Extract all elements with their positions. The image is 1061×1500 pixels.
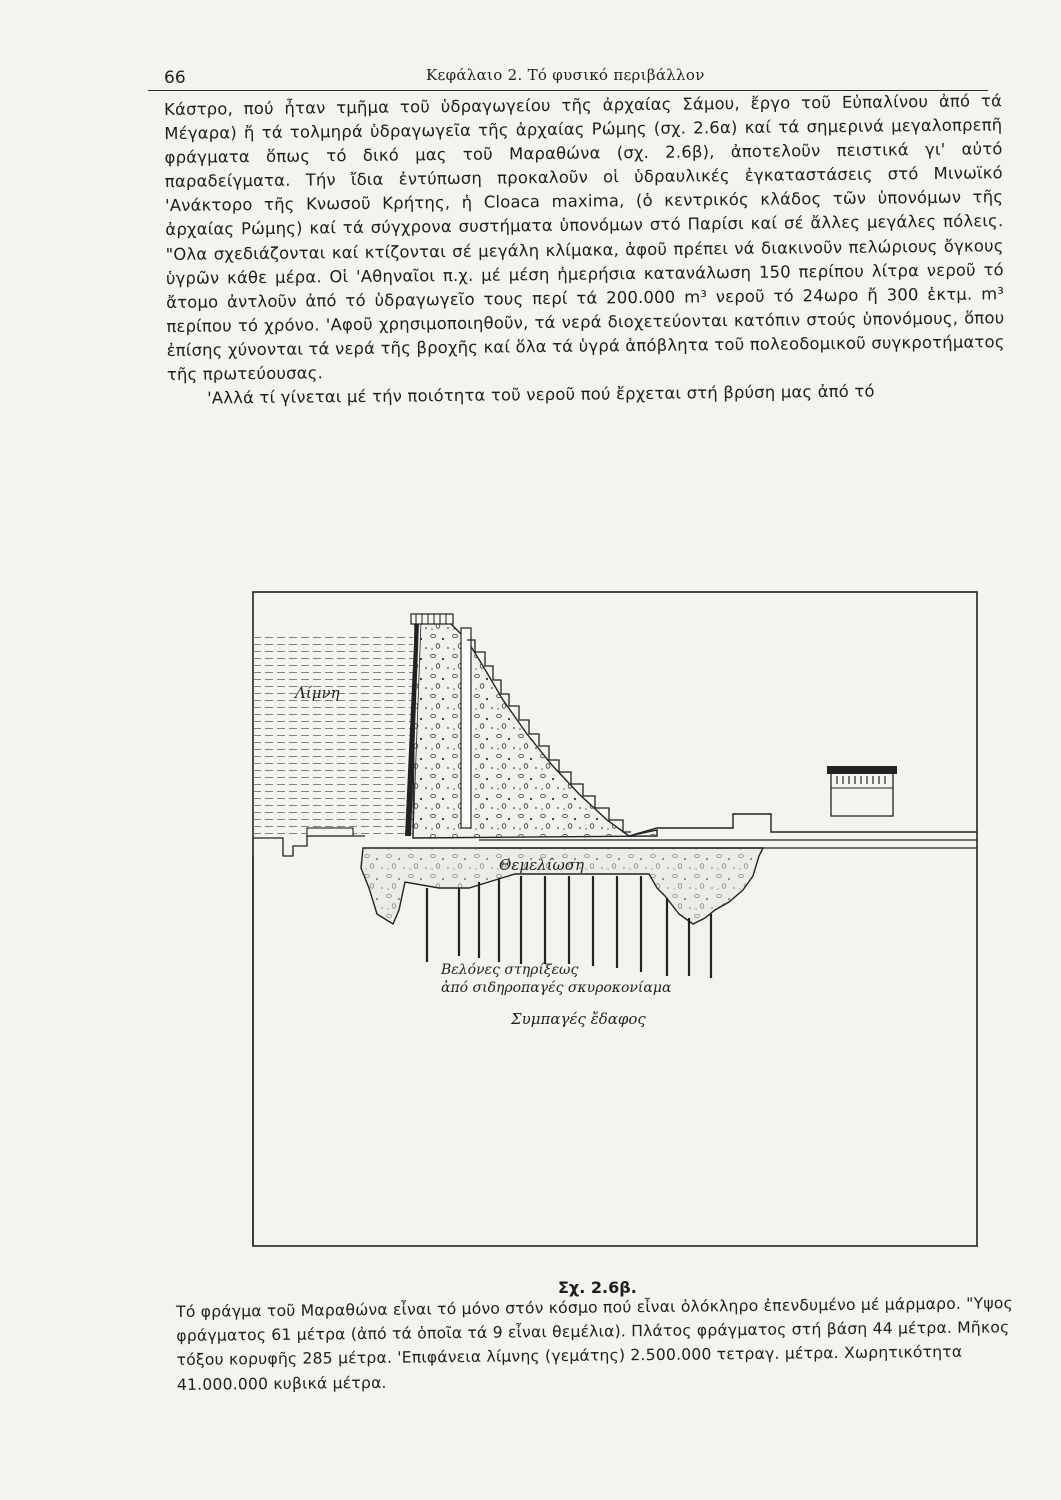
intake-steps — [253, 836, 365, 856]
caption-text: Τό φράγμα τοῦ Μαραθώνα εἶναι τό μόνο στόν κόσμο πού εἶναι ὁλόκληρο ἐπενδυμένο μέ μάρμαρο. "Υψος φράγματος 61 μέτρα (ἀπό τά ὁποῖα τά 9 εἶναι θεμέλια). Πλάτος φράγματος στή βάση 44 μέτρα. Μῆκος τόξου κορυφῆς 285 μέτρα. 'Επιφάνεια λίμνης (γεμάτης) 2.500.000 τετραγ. μέτρα. Χωρητικότητα 41.000.000 κυβικά μέτρα. — [176, 1294, 1013, 1394]
label-ground: Συμπαγές ἔδαφος — [511, 1010, 646, 1028]
inspection-shaft — [461, 628, 471, 828]
running-head: Κεφάλαιο 2. Τό φυσικό περιβάλλον — [426, 66, 705, 84]
valve-house-roof — [827, 766, 897, 774]
page-header — [148, 64, 988, 91]
label-piles-1: Βελόνες στηρίξεως — [441, 962, 579, 978]
dam-diagram — [253, 592, 977, 1246]
crest — [411, 614, 453, 624]
caption-title: Σχ. 2.6β. — [558, 1278, 637, 1297]
body-text — [164, 89, 1005, 411]
label-foundation: Θεμελίωση — [499, 856, 584, 874]
label-piles-2: ἀπό σιδηροπαγές σκυροκονίαμα — [441, 980, 672, 996]
dam-texture — [413, 622, 657, 838]
page-number: 66 — [164, 68, 186, 88]
intake-platform — [307, 828, 353, 836]
dam-cross-section-figure — [253, 592, 977, 1246]
downstream-channel — [629, 814, 977, 836]
paragraph-2: 'Αλλά τί γίνεται μέ τήν ποιότητα τοῦ νεροῦ πού ἔρχεται στή βρύση μας ἀπό τό — [207, 381, 875, 408]
figure-caption — [176, 1291, 1021, 1397]
lake-water — [253, 636, 413, 838]
valve-house — [831, 772, 893, 816]
paragraph-1: Κάστρο, πού ἦταν τμῆμα τοῦ ὑδραγωγείου τῆς ἀρχαίας Σάμου, ἔργο τοῦ Εὐπαλίνου ἀπό τά Μέγαρα) ἤ τά τολμηρά ὑδραγωγεῖα τῆς ἀρχαίας Ρώμης (σχ. 2.6α) καί τά σημερινά μεγαλοπρεπῆ φράγματα ὅπως τό δικό μας τοῦ Μαραθώνα (σχ. 2.6β), ἀποτελοῦν πειστικά γι' αὐτό παραδείγματα. Τήν ἴδια ἐντύπωση προκαλοῦν οἱ ὑδραυλικές ἐγκαταστάσεις στό Μινωϊκό 'Ανάκτορο τῆς Κνωσοῦ Κρήτης, ἡ Cloaca maxima, (ὁ κεντρικός κλάδος τῶν ὑπονόμων τῆς ἀρχαίας Ρώμης) καί τά σύγχρονα συστήματα ὑπονόμων στό Παρίσι καί σέ ἄλλες μεγάλες πόλεις. "Ολα σχεδιάζονται καί κτίζονται σέ μεγάλη κλίμακα, ἀφοῦ πρέπει νά διακινοῦν πελώριους ὄγκους ὑγρῶν κάθε μέρα. Οἱ 'Αθηναῖοι π.χ. μέ μέση ἡμερήσια κατανάλωση 150 περίπου λίτρα νεροῦ τό ἄτομο ἀντλοῦν ἀπό τό ὑδραγωγεῖο τους περί τά 200.000 m³ νεροῦ τό 24ωρο ἤ 300 ἑκτμ. m³ περίπου τό χρόνο. 'Αφοῦ χρησιμοποιηθοῦν, τά νερά διοχετεύονται κατόπιν στούς ὑπονόμους, ὅπου ἐπίσης χύνονται τά νερά τῆς βροχῆς καί ὅλα τά ὑγρά ἀπόβλητα τοῦ πολεοδομικοῦ συγκροτήματος τῆς πρωτεύουσας. — [164, 91, 1005, 385]
label-lake: Λίμνη — [295, 684, 340, 702]
